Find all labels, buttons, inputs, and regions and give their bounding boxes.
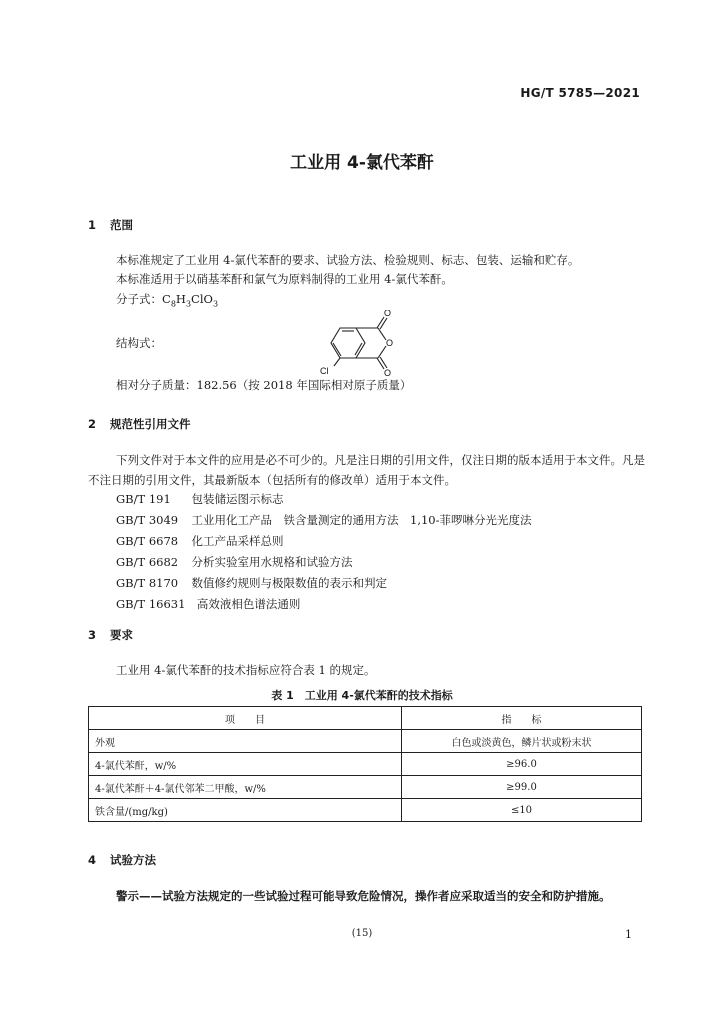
reference-item: [116, 552, 532, 573]
reference-code: GB/T 8170: [116, 576, 179, 590]
formula-label: 分子式：: [116, 292, 162, 306]
table-row: [89, 730, 642, 753]
reference-code: GB/T 6682: [116, 555, 179, 569]
section-number: 1: [88, 218, 97, 232]
requirements-paragraph: 工业用 4-氯代苯酐的技术指标应符合表 1 的规定。: [116, 663, 376, 677]
table-cell-spec: ≥99.0: [402, 776, 642, 799]
table-cell-spec: 白色或淡黄色，鳞片状或粉末状: [402, 730, 642, 753]
table-row: [89, 776, 642, 799]
table-row: [89, 753, 642, 776]
section-heading-scope: [88, 217, 133, 233]
page-number: 1: [625, 928, 632, 941]
table-header-row: [89, 707, 642, 730]
reference-item: [116, 510, 532, 531]
section-number: 3: [88, 628, 97, 642]
spec-table: [88, 706, 642, 822]
reference-code: GB/T 191: [116, 492, 171, 506]
structure-label: 结构式：: [116, 336, 162, 350]
section-title: 范围: [110, 218, 133, 232]
reference-item: [116, 573, 532, 594]
table-cell-item: 4-氯代苯酐，w/%: [89, 753, 402, 776]
reference-title: 化工产品采样总则: [191, 534, 284, 548]
reference-code: GB/T 3049: [116, 513, 179, 527]
reference-list: [116, 489, 532, 615]
molecular-formula: 分子式：$C_8H_3ClO_3$: [116, 292, 219, 309]
table-cell-item: 外观: [89, 730, 402, 753]
section-title: 规范性引用文件: [110, 417, 191, 431]
reference-title: 分析实验室用水规格和试验方法: [191, 555, 353, 569]
scope-paragraph-1: 本标准规定了工业用 4-氯代苯酐的要求、试验方法、检验规则、标志、包装、运输和贮存。: [116, 253, 580, 267]
scope-paragraph-2: 本标准适用于以硝基苯酐和氯气为原料制得的工业用 4-氯代苯酐。: [116, 272, 453, 286]
folio-number: (15): [351, 928, 373, 939]
oxygen-bottom-label: O: [384, 368, 392, 376]
reference-title: 高效液相色谱法通则: [196, 597, 301, 611]
chlorine-label: Cl: [320, 366, 329, 376]
section-heading-references: [88, 416, 191, 432]
reference-title: 数值修约规则与极限数值的表示和判定: [191, 576, 387, 590]
oxygen-ring-label: O: [386, 338, 394, 348]
table-header-item: 项 目: [89, 707, 402, 730]
reference-item: [116, 489, 532, 510]
document-title: 工业用 4-氯代苯酐: [290, 153, 434, 173]
section-title: 试验方法: [110, 853, 156, 867]
section-number: 2: [88, 417, 97, 431]
section-heading-requirements: [88, 627, 133, 643]
table-caption: 表 1 工业用 4-氯代苯酐的技术指标: [271, 689, 453, 702]
standard-code: HG/T 5785—2021: [520, 86, 640, 100]
table-cell-item: 铁含量/(mg/kg): [89, 799, 402, 822]
reference-item: [116, 531, 532, 552]
structural-formula: [320, 310, 420, 376]
reference-title: 包装储运图示标志: [191, 492, 284, 506]
reference-code: GB/T 16631: [116, 597, 186, 611]
safety-warning: 警示——试验方法规定的一些试验过程可能导致危险情况，操作者应采取适当的安全和防护措施。: [116, 889, 611, 903]
table-cell-item: 4-氯代苯酐＋4-氯代邻苯二甲酸，w/%: [89, 776, 402, 799]
reference-item: [116, 594, 532, 615]
table-cell-spec: ≥96.0: [402, 753, 642, 776]
table-cell-spec: ≤10: [402, 799, 642, 822]
reference-code: GB/T 6678: [116, 534, 179, 548]
section-heading-test-methods: [88, 852, 156, 868]
table-header-spec: 指 标: [402, 707, 642, 730]
molecular-mass: 相对分子质量：182.56（按 2018 年国际相对原子质量）: [116, 378, 412, 392]
section-title: 要求: [110, 628, 133, 642]
oxygen-top-label: O: [384, 310, 392, 318]
reference-title: 工业用化工产品 铁含量测定的通用方法 1,10-菲啰啉分光光度法: [191, 513, 532, 527]
table-row: [89, 799, 642, 822]
section-number: 4: [88, 853, 97, 867]
references-intro: 下列文件对于本文件的应用是必不可少的。凡是注日期的引用文件，仅注日期的版本适用于本文件。凡是不注日期的引用文件，其最新版本（包括所有的修改单）适用于本文件。: [88, 453, 645, 487]
